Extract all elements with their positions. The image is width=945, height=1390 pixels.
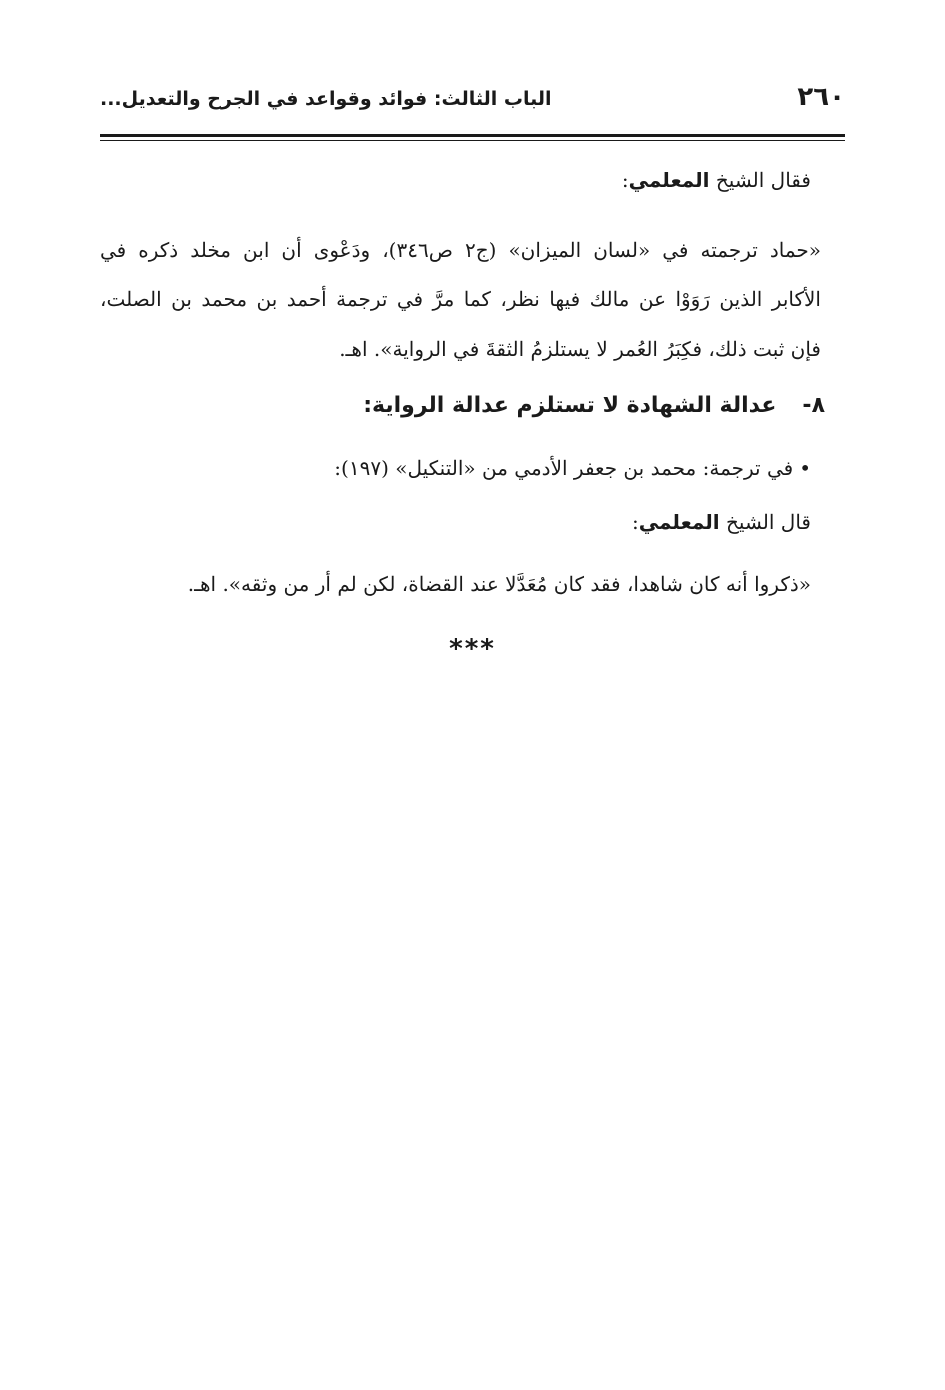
- running-title: الباب الثالث: فوائد وقواعد في الجرح والتعديل...: [100, 88, 552, 110]
- section-number: ٨-: [802, 393, 825, 418]
- section-heading: [100, 393, 825, 419]
- said-line: [100, 510, 811, 534]
- bullet-line: [100, 456, 811, 480]
- bullet-text: في ترجمة: محمد بن جعفر الأدمي من «التنكيل» (١٩٧):: [334, 456, 794, 480]
- intro-prefix: فقال الشيخ: [715, 168, 811, 192]
- section-title: عدالة الشهادة لا تستلزم عدالة الرواية:: [363, 393, 777, 418]
- quote1-line1: «حماد ترجمته في «لسان الميزان» (ج٢ ص٣٤٦)، ودَعْوى أن ابن مخلد ذكره في: [100, 238, 821, 262]
- page-number: ٢٦٠: [797, 82, 845, 112]
- section-separator: ***: [449, 634, 496, 664]
- said-prefix: قال الشيخ: [726, 510, 811, 534]
- said-suffix: :: [632, 510, 639, 534]
- intro-name: المعلمي: [628, 168, 710, 192]
- intro-suffix: :: [621, 168, 629, 192]
- quote2-line: «ذكروا أنه كان شاهدا، فقد كان مُعَدَّلا عند القضاة، لكن لم أر من وثقه». اهـ.: [187, 572, 811, 596]
- intro-line: [100, 168, 811, 192]
- bullet-icon: •: [799, 456, 811, 480]
- quote1-line2: الأكابر الذين رَوَوْا عن مالك فيها نظر، كما مرَّ في ترجمة أحمد بن محمد بن الصلت،: [100, 287, 821, 311]
- quote1-line3: فإن ثبت ذلك، فكِبَرُ العُمر لا يستلزمُ الثقةَ في الرواية». اهـ.: [339, 337, 821, 361]
- said-name: المعلمي: [638, 510, 720, 534]
